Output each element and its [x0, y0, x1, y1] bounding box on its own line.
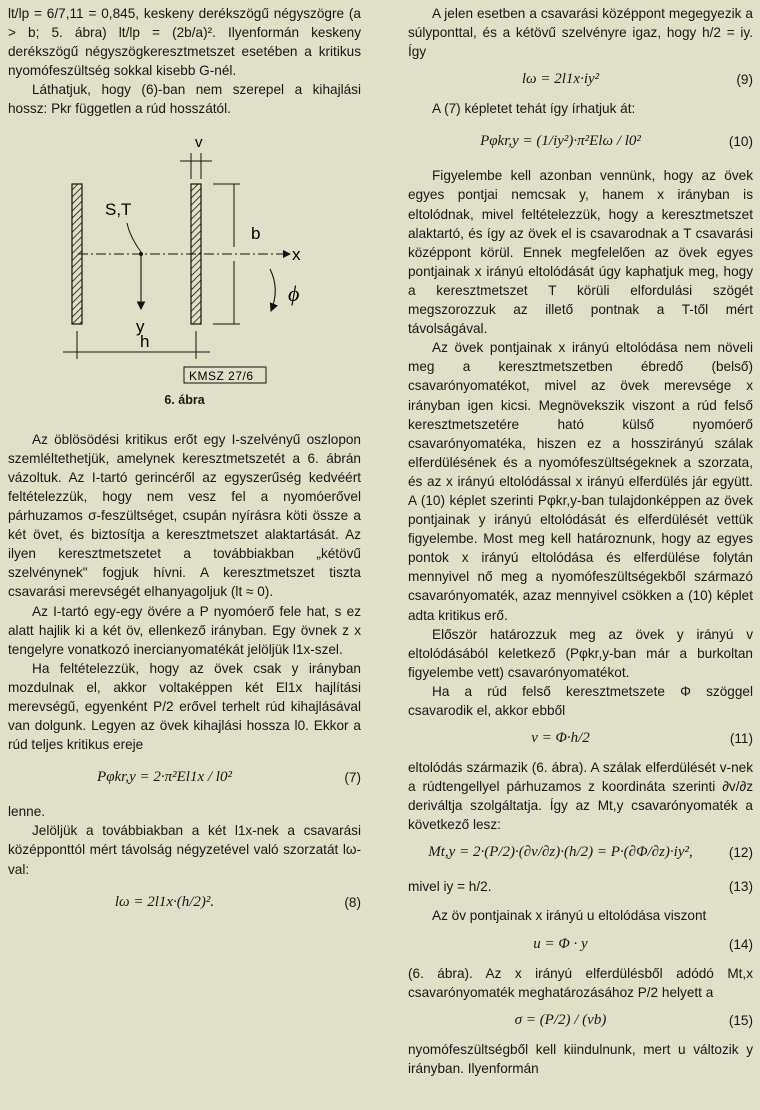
equation-8-formula: lω = 2l1x·(h/2)².	[114, 893, 215, 910]
left-column	[8, 4, 361, 927]
left-paragraph-5: Ha feltételezzük, hogy az övek csak y irányban mozdulnak el, akkor voltaképpen két El1x hajlítási merevségű, egyenként P/2 erővel terhelt rúd kihajlásával van dolgunk. Legyen az övek kihajlási hossza l0. Ekkor a rúd teljes kritikus ereje	[8, 660, 361, 753]
equation-15	[408, 1006, 753, 1036]
equation-15-number: (15)	[728, 1012, 753, 1028]
equation-9-number: (9)	[736, 72, 753, 88]
equation-14	[408, 930, 753, 960]
figure-6	[8, 119, 361, 387]
right-paragraph-3: Figyelembe kell azonban vennünk, hogy az övek egyes pontjai nemcsak y, hanem x irányban is eltolódnak, mivel feltételezzük, hogy a keresztmetszet alaktartó, és így az övek el is csavarodnak a T csavarási középpont körül. Ennek megfelelően az övek egyes pontjainak x irányú eltolódását úgy kaphatjuk meg, hogy a keresztmetszet T körüli elfordulási szögét megszorozzuk az illető pontnak a T-től mért távolságával.	[408, 168, 753, 337]
left-paragraph-2: Láthatjuk, hogy (6)-ban nem szerepel a kihajlási hossz: Pkr független a rúd hosszától.	[8, 82, 361, 117]
right-paragraph-8: Az öv pontjainak x irányú u eltolódása viszont	[432, 908, 707, 924]
i-section-diagram	[8, 119, 361, 387]
equation-11-formula: v = Φ·h/2	[531, 730, 590, 747]
equation-13-number: (13)	[728, 879, 753, 895]
equation-7-formula: Pφkr,y = 2·π²El1x / l0²	[97, 769, 232, 786]
left-paragraph-1: lt/lp = 6/7,11 = 0,845, keskeny derékszögű négyszögre (a > b; 5. ábra) lt/lp = (2b/a)². Ilyenformán keskeny derékszögű négyszögkeresztmetszet esetében a kritikus nyomófeszültség sokkal kisebb G-nél.	[8, 6, 361, 79]
stamp-label: KMSZ 27/6	[189, 368, 254, 383]
label-x: x	[292, 244, 301, 264]
left-paragraph-7: Jelöljük a továbbiakban a két l1x-nek a csavarási középponttól mért távolság négyzetével való szorzatát lω-val:	[8, 823, 361, 877]
label-phi: ϕ	[288, 280, 300, 306]
label-v: v	[195, 133, 203, 151]
left-paragraph-3: Az öblösödési kritikus erőt egy I-szelvényű oszlopon szemléltethetjük, amelynek keresztmetszetét a 6. ábrán vázoltuk. Az I-tartó gerincéről az egyszerűség kedvéért feltételezzük, hogy nem vesz fel a nyomóerővel párhuzamos σ-feszültséget, csupán nyírásra köti össze a két övet, és biztosítja a keresztmetszet alaktartását. Az ilyen keresztmetszetet a továbbiakban „kétövű szelvénynek" fogjuk hívni. A keresztmetszet tiszta csavarási merevségét elhanyagoljuk (lt ≈ 0).	[8, 431, 361, 600]
left-paragraph-4: Az I-tartó egy-egy övére a P nyomóerő fele hat, s ez alatt hajlik ki a két öv, ellenkező irányban. Egy övnek z x tengelyre vonatkozó inercianyomatékát jelöljük l1x-szel.	[8, 603, 361, 657]
right-paragraph-2: A (7) képletet tehát így írhatjuk át:	[432, 101, 636, 117]
equation-14-formula: u = Φ · y	[533, 935, 588, 952]
right-paragraph-4: Az övek pontjainak x irányú eltolódása nem növeli meg a keresztmetszetben ébredő (belső) csavarónyomatékot, mivel az övek merevsége x irányban igen kicsi. Megnövekszik viszont a rúd felső keresztmetszetére ható külső nyomóerő csavarónyomatéka, hiszen ez a hosszirányú szálak elferdülésének és a nyomófeszültségeknek a szorzata, és az x irányú eltolódással x irányú elferdülés jár együtt. A (10) képlet szerinti Pφkr,y-ban tulajdonképpen az övek pontjainak y irányú eltolódását és elferdülését vettük figyelembe. Most meg kell határoznunk, hogy az egyes pontok x irányú eltolódása és elferdülése folytán mennyivel nő meg a nyomófeszültségekből származó csavarónyomaték, azaz mennyivel csökken a (10) képlet adta kritikus erő.	[408, 340, 753, 623]
equation-14-number: (14)	[728, 936, 753, 952]
rotation-arrow	[270, 269, 275, 311]
right-column	[408, 4, 753, 1078]
equation-10	[408, 122, 753, 162]
right-paragraph-9: (6. ábra). Az x irányú elferdülésből adódó Mt,x csavarónyomaték meghatározásához P/2 helyett a	[408, 965, 753, 1000]
right-paragraph-6: Ha a rúd felső keresztmetszete Φ szöggel csavarodik el, akkor ebből	[408, 683, 753, 718]
label-b: b	[251, 223, 261, 243]
right-paragraph-7: eltolódás származik (6. ábra). A szálak elferdülését v-nek a rúdtengellyel párhuzamos z koordináta szerinti ∂v/∂z deriváltja szolgáltatja. Így az Mt,y csavarónyomaték a következő lesz:	[408, 760, 753, 833]
label-h: h	[140, 331, 150, 351]
right-paragraph-10: nyomófeszültségből kell kiindulnunk, mert u változik y irányban. Ilyenformán	[408, 1041, 753, 1076]
equation-7-number: (7)	[344, 770, 361, 786]
label-y: y	[136, 316, 145, 336]
label-st: S,T	[105, 199, 132, 219]
equation-12-formula: Mt,y = 2·(P/2)·(∂v/∂z)·(h/2) = P·(∂Φ/∂z)·iy²,	[428, 844, 693, 861]
equation-10-number: (10)	[728, 134, 753, 150]
left-paragraph-6: lenne.	[8, 804, 46, 820]
figure-caption: 6. ábra	[164, 392, 205, 407]
equation-8-number: (8)	[344, 894, 361, 910]
equation-8	[8, 883, 361, 923]
equation-9-formula: lω = 2l1x·iy²	[521, 71, 600, 88]
equation-11-number: (11)	[729, 731, 753, 747]
right-paragraph-1: A jelen esetben a csavarási középpont megegyezik a súlyponttal, és a kétövű szelvényre igaz, hogy h/2 = iy. Így	[408, 6, 753, 60]
equation-12	[408, 838, 753, 868]
equation-15-formula: σ = (P/2) / (vb)	[514, 1011, 607, 1028]
equation-13	[408, 872, 753, 902]
equation-13-text: mivel iy = h/2.	[408, 879, 492, 895]
right-paragraph-5: Először határozzuk meg az övek y irányú v eltolódásából keletkező (Pφkr,y-ban már a burkoltan figyelembe vett) csavarónyomatékot.	[408, 626, 753, 680]
equation-9	[408, 65, 753, 95]
equation-7	[8, 758, 361, 798]
equation-10-formula: Pφkr,y = (1/iy²)·π²Elω / l0²	[480, 133, 641, 150]
equation-11	[408, 724, 753, 754]
equation-12-number: (12)	[728, 845, 753, 861]
